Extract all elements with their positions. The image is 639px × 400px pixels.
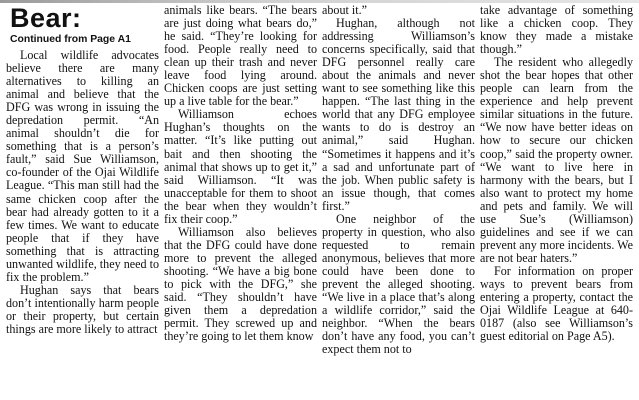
column-1 (6, 4, 159, 398)
column-3 (322, 4, 475, 398)
article-columns (6, 4, 633, 398)
headline: Bear: (10, 4, 82, 33)
article-paragraph: The resident who allegedly shot the bear hopes that other people can learn from the experience and help prevent similar situations in the future. “We now have better ideas on how to secure our chicken coop,” said the property owner. “We want to live here in harmony with the bears, but I also want to protect my home and pets and family. We will use Sue’s (Williamson) guidelines and see if we can prevent any more incidents. We are not bear haters.” (480, 55, 633, 265)
article-paragraph: take advantage of something like a chicken coop. They know they made a mistake though.” (480, 4, 633, 57)
article-paragraph: Hughan, although not addressing Williamson’s concerns specifically, said that DFG personnel really care about the animals and never want to see something like this happen. “The last thing in the world that any DFG employee wants to do is destroy an animal,” said Hughan. “Sometimes it happens and it’s a sad and unfortunate part of the job. When public safety is an issue though, that comes first.” (322, 16, 475, 213)
column-4 (480, 4, 633, 398)
column-2 (164, 4, 317, 398)
continued-line: Continued from Page A1 (10, 34, 131, 45)
article-paragraph: For information on proper ways to prevent bears from entering a property, contact the Ojai Wildlife League at 640-0187 (also see Williamson’s guest editorial on Page A5). (480, 263, 633, 344)
article-paragraph: Local wildlife advocates believe there are many alternatives to killing an animal and believe that the DFG was wrong in issuing the depredation permit. “An animal shouldn’t die for something that is a person’s fault,” said Sue Williamson, co-founder of the Ojai Wildlife League. “This man still had the same chicken coop after the bear had already gotten to it a few times. We want to educate people that if they have something that is attracting unwanted wildlife, they need to fix the problem.” (6, 48, 159, 284)
article-paragraph: Hughan says that bears don’t intentionally harm people or their property, but certain things are more likely to attract (6, 282, 159, 336)
article-paragraph: One neighbor of the property in question, who also requested to remain anonymous, believes that more could have been done to prevent the alleged shooting. “We live in a place that’s along a wildlife corridor,” said the neighbor. “When the bears don’t have any food, you can’t expect them not to (322, 211, 475, 357)
top-rule (0, 0, 639, 3)
article-paragraph: Williamson echoes Hughan’s thoughts on the matter. “It’s like putting out bait and then shooting the animal that shows up to get it,” said Williamson. “It was unacceptable for them to shoot the bear when they wouldn’t fix their coop.” (164, 107, 317, 226)
article-paragraph: Williamson also believes that the DFG could have done more to prevent the alleged shooting. “We have a big bone to pick with the DFG,” she said. “They shouldn’t have given them a depredation permit. They screwed up and they’re going to let them know (164, 224, 317, 344)
article-paragraph: about it.” (322, 4, 368, 17)
article-paragraph: animals like bears. “The bears are just doing what bears do,” he said. “They’re looking for food. People really need to clean up their trash and never leave food lying around. Chicken coops are just setting up a live table for the bear.” (164, 4, 317, 109)
